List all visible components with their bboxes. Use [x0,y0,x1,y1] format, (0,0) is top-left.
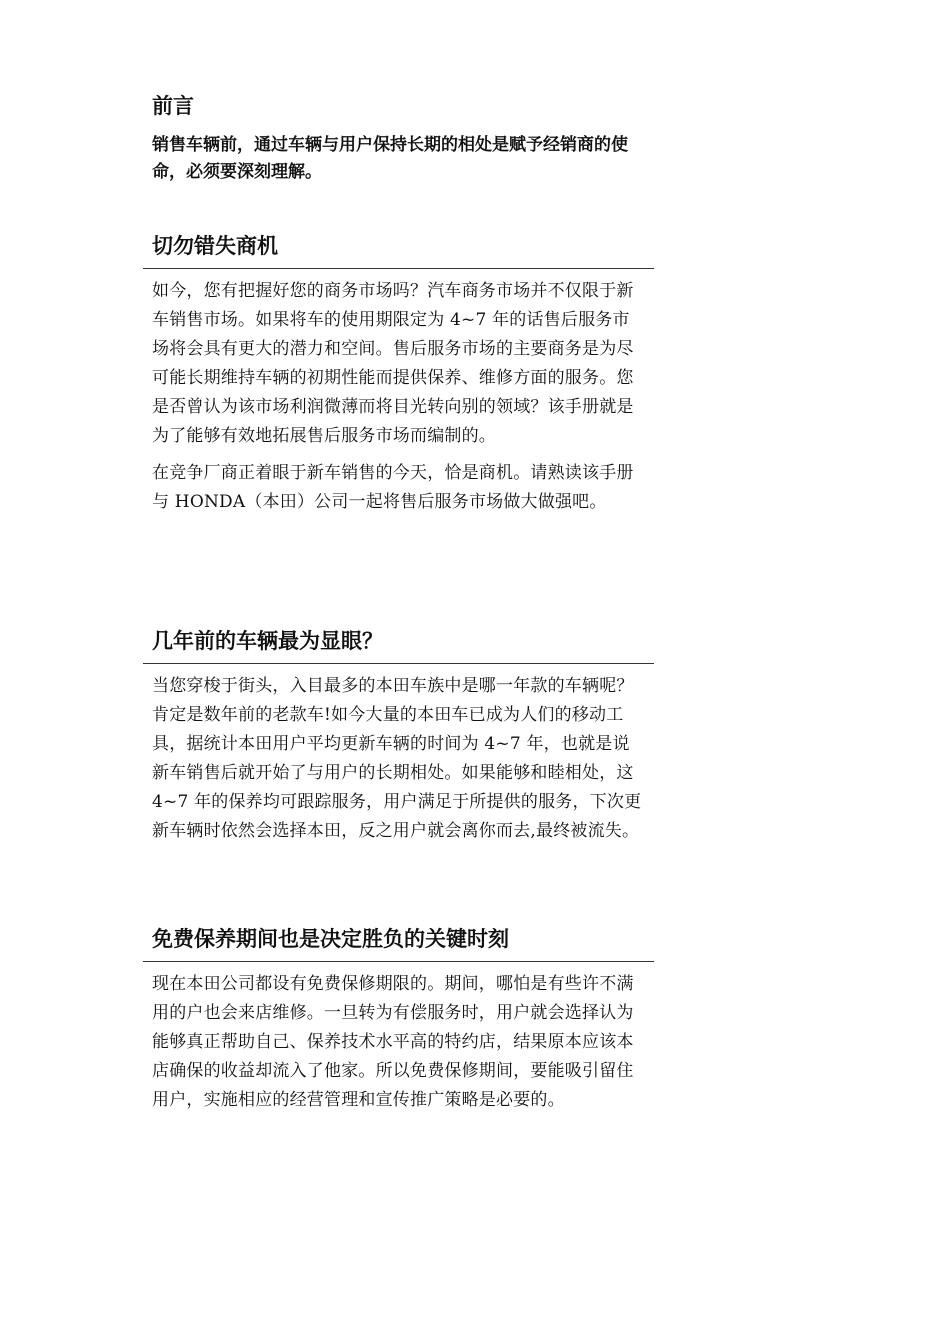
section-missed-opportunity [143,232,654,525]
preface-title: 前言 [152,94,194,118]
section-visible-vehicles [143,627,654,854]
section-title: 切勿错失商机 [152,234,278,258]
section-divider [143,268,654,269]
section-divider [143,663,654,664]
preface-text: 销售车辆前，通过车辆与用户保持长期的相处是赋予经销商的使命，必须要深刻理解。 [152,135,628,182]
paragraph: 当您穿梭于街头，入目最多的本田车族中是哪一年款的车辆呢？肯定是数年前的老款车!如今大量的本田车已成为人们的移动工具，据统计本田用户平均更新车辆的时间为 4~7 年，也就是说新车销售后就开始了与用户的长期相处。如果能够和睦相处，这 4~7 年的保养均可跟踪服务，用户满足于所提供的服务，下次更新车辆时依然会选择本田，反之用户就会离你而去,最终被流失。 [152,676,642,841]
section-body [152,277,644,517]
section-title: 几年前的车辆最为显眼？ [152,629,383,653]
paragraph: 在竞争厂商正着眼于新车销售的今天，恰是商机。请熟读该手册与 HONDA（本田）公司一起将售后服务市场做大做强吧。 [152,463,634,512]
paragraph: 现在本田公司都设有免费保修期限的。期间，哪怕是有些许不满用的户也会来店维修。一旦转为有偿服务时，用户就会选择认为能够真正帮助自己、保养技术水平高的特约店，结果原本应该本店确保的收益却流入了他家。所以免费保修期间，要能吸引留住用户，实施相应的经营管理和宣传推广策略是必要的。 [152,974,634,1110]
section-free-maintenance [143,925,654,1123]
section-body [152,970,644,1115]
section-body [152,672,644,846]
paragraph: 如今，您有把握好您的商务市场吗？汽车商务市场并不仅限于新车销售市场。如果将车的使用期限定为 4~7 年的话售后服务市场将会具有更大的潜力和空间。售后服务市场的主要商务是为尽可能长期维持车辆的初期性能而提供保养、维修方面的服务。您是否曾认为该市场利润微薄而将目光转向别的领域？该手册就是为了能够有效地拓展售后服务市场而编制的。 [152,281,634,446]
section-title: 免费保养期间也是决定胜负的关键时刻 [152,927,509,951]
section-divider [143,961,654,962]
